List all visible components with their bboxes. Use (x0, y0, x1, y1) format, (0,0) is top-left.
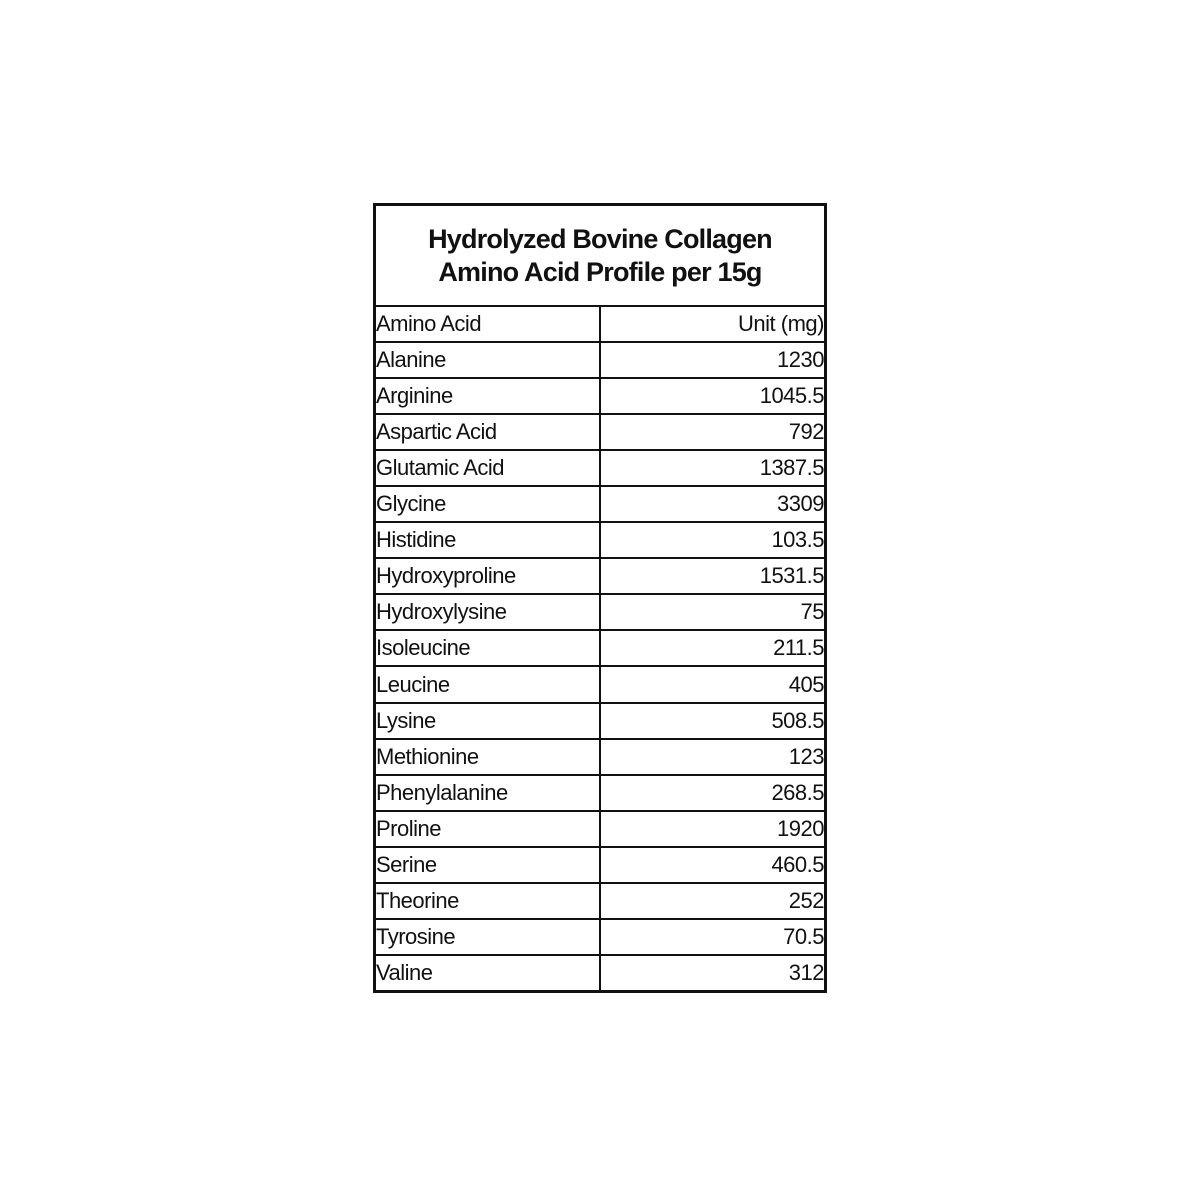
amino-acid-name: Leucine (376, 666, 600, 702)
table-row (376, 414, 824, 450)
amino-acid-value: 1045.5 (600, 378, 824, 414)
amino-acid-name: Theorine (376, 883, 600, 919)
amino-acid-value: 1387.5 (600, 450, 824, 486)
amino-acid-value: 508.5 (600, 703, 824, 739)
table-row (376, 378, 824, 414)
amino-acid-value: 405 (600, 666, 824, 702)
table-row (376, 739, 824, 775)
amino-acid-name: Tyrosine (376, 919, 600, 955)
amino-acid-value: 1531.5 (600, 558, 824, 594)
amino-acid-value: 1920 (600, 811, 824, 847)
table-row (376, 775, 824, 811)
amino-acid-name: Lysine (376, 703, 600, 739)
amino-acid-value: 460.5 (600, 847, 824, 883)
table-row (376, 811, 824, 847)
column-header-amino-acid: Amino Acid (376, 307, 600, 342)
table-row (376, 486, 824, 522)
amino-acid-name: Serine (376, 847, 600, 883)
table-row (376, 342, 824, 378)
amino-acid-value: 70.5 (600, 919, 824, 955)
amino-acid-name: Phenylalanine (376, 775, 600, 811)
amino-acid-name: Methionine (376, 739, 600, 775)
table-row (376, 666, 824, 702)
amino-acid-value: 268.5 (600, 775, 824, 811)
table-title (376, 206, 824, 307)
amino-acid-value: 3309 (600, 486, 824, 522)
amino-acid-value: 1230 (600, 342, 824, 378)
amino-acid-value: 211.5 (600, 630, 824, 666)
amino-acid-name: Arginine (376, 378, 600, 414)
amino-acid-name: Proline (376, 811, 600, 847)
amino-acid-table (376, 307, 824, 990)
table-row (376, 703, 824, 739)
amino-acid-name: Alanine (376, 342, 600, 378)
table-title-line2: Amino Acid Profile per 15g (438, 256, 762, 287)
table-row (376, 594, 824, 630)
amino-acid-value: 123 (600, 739, 824, 775)
table-row (376, 558, 824, 594)
table-row (376, 630, 824, 666)
amino-acid-name: Glutamic Acid (376, 450, 600, 486)
table-row (376, 883, 824, 919)
table-header-row (376, 307, 824, 342)
table-row (376, 450, 824, 486)
amino-acid-profile-table (373, 203, 827, 993)
amino-acid-name: Aspartic Acid (376, 414, 600, 450)
table-row (376, 919, 824, 955)
table-row (376, 955, 824, 990)
amino-acid-name: Valine (376, 955, 600, 990)
amino-acid-value: 103.5 (600, 522, 824, 558)
column-header-unit-mg: Unit (mg) (600, 307, 824, 342)
amino-acid-name: Histidine (376, 522, 600, 558)
amino-acid-name: Hydroxylysine (376, 594, 600, 630)
amino-acid-name: Isoleucine (376, 630, 600, 666)
table-row (376, 847, 824, 883)
amino-acid-value: 75 (600, 594, 824, 630)
amino-acid-value: 792 (600, 414, 824, 450)
amino-acid-value: 252 (600, 883, 824, 919)
amino-acid-value: 312 (600, 955, 824, 990)
amino-acid-name: Glycine (376, 486, 600, 522)
table-title-line1: Hydrolyzed Bovine Collagen (428, 223, 772, 254)
amino-acid-name: Hydroxyproline (376, 558, 600, 594)
table-row (376, 522, 824, 558)
